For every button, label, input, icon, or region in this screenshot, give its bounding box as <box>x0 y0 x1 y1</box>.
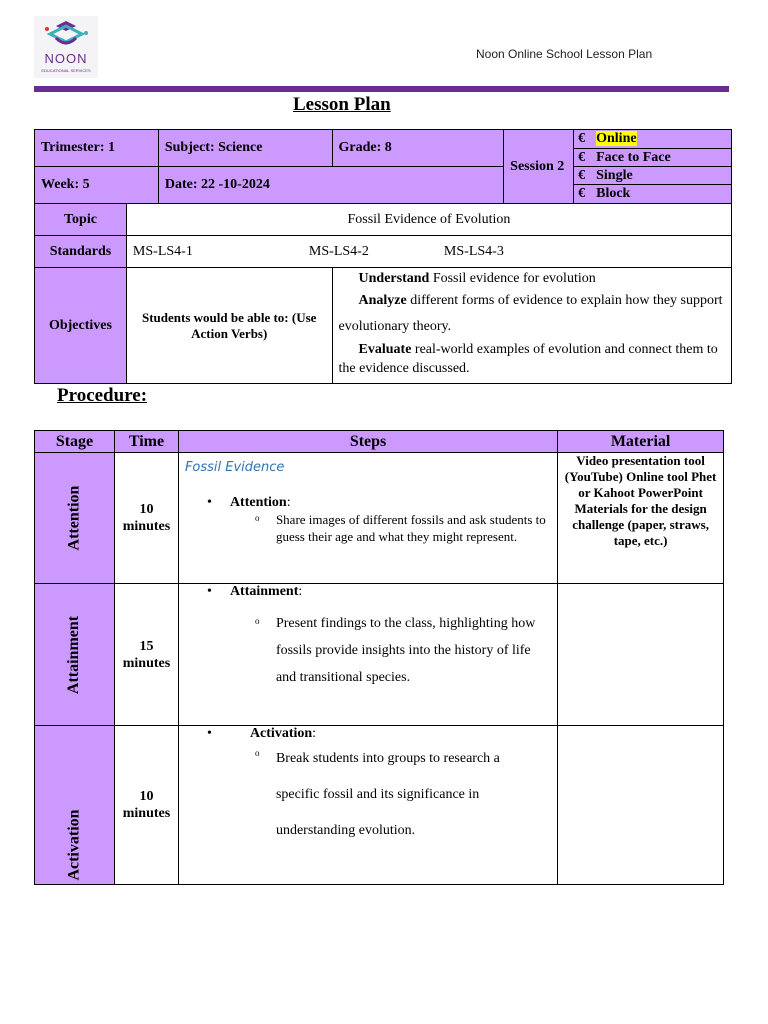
header-divider <box>34 86 729 92</box>
option-block: € Block <box>574 185 732 204</box>
objectives-label: Objectives <box>35 268 127 384</box>
option-single: € Single <box>574 167 732 185</box>
stage-cell: Attention <box>35 453 115 584</box>
standard-item: MS-LS4-2 <box>308 243 369 259</box>
bullet-item: Activation: <box>249 726 317 741</box>
option-online: € Online <box>574 130 732 149</box>
stage-cell: Attainment <box>35 584 115 726</box>
steps-cell <box>178 726 557 885</box>
procedure-row <box>35 453 724 584</box>
sub-bullet-text: Break students into groups to research a specific fossil and its significance in understanding evolution. <box>275 751 500 838</box>
time-cell: 10 minutes <box>114 726 178 885</box>
euro-icon: € <box>578 149 586 165</box>
grade-cell: Grade: 8 <box>332 130 504 167</box>
header-time: Time <box>114 431 178 453</box>
bullet-dot-icon: • <box>206 584 212 599</box>
sub-bullet-text: Share images of different fossils and ask students to guess their age and what they might represent. <box>275 512 546 544</box>
euro-icon: € <box>578 131 586 146</box>
standards-label: Standards <box>35 236 127 268</box>
bullet-item: Attention: <box>229 495 291 510</box>
topic-value: Fossil Evidence of Evolution <box>126 204 731 236</box>
bullet-item: Attainment: <box>229 584 303 599</box>
sub-bullet-icon: o <box>254 748 260 758</box>
steps-cell <box>178 453 557 584</box>
euro-icon: € <box>578 167 586 183</box>
steps-cell <box>178 584 557 726</box>
procedure-row <box>35 726 724 885</box>
time-cell: 10 minutes <box>114 453 178 584</box>
procedure-row <box>35 584 724 726</box>
sub-bullet-icon: o <box>254 513 260 523</box>
sub-bullet-text: Present findings to the class, highlighting how fossils provide insights into the history of life and transitional species. <box>275 616 536 685</box>
material-cell: Video presentation tool (YouTube) Online tool Phet or Kahoot PowerPoint Materials for the design challenge (paper, straws, tape, etc.) <box>558 453 724 584</box>
lesson-info-table <box>34 129 732 384</box>
option-face-to-face: € Face to Face <box>574 149 732 167</box>
section-subtitle: Fossil Evidence <box>184 460 285 475</box>
topic-label: Topic <box>35 204 127 236</box>
subject-cell: Subject: Science <box>158 130 332 167</box>
bullet-dot-icon: • <box>206 726 212 741</box>
time-cell: 15 minutes <box>114 584 178 726</box>
header-material: Material <box>558 431 724 453</box>
stage-cell: Activation <box>35 726 115 885</box>
bullet-dot-icon: • <box>206 495 212 510</box>
material-cell <box>558 584 724 726</box>
objective-item: Evaluate real-world examples of evolution and connect them to the evidence discussed. <box>338 342 718 376</box>
standard-item: MS-LS4-1 <box>132 243 193 259</box>
header-steps: Steps <box>178 431 557 453</box>
objectives-list <box>332 268 731 384</box>
document-title: Lesson Plan <box>293 94 391 115</box>
standard-item: MS-LS4-3 <box>443 243 504 259</box>
standards-values <box>126 236 731 268</box>
material-cell <box>558 726 724 885</box>
header-title: Noon Online School Lesson Plan <box>476 47 653 61</box>
svg-text:EDUCATIONAL SERVICES: EDUCATIONAL SERVICES <box>41 68 91 73</box>
procedure-table <box>34 430 724 885</box>
euro-icon: € <box>578 186 586 201</box>
objective-item: Analyze different forms of evidence to explain how they support evolutionary theory. <box>338 293 723 334</box>
svg-text:NOON: NOON <box>44 51 88 66</box>
objective-item: Understand Fossil evidence for evolution <box>358 271 596 286</box>
header-stage: Stage <box>35 431 115 453</box>
procedure-heading: Procedure: <box>57 385 148 406</box>
objectives-prompt: Students would be able to: (Use Action Verbs) <box>126 268 332 384</box>
week-cell: Week: 5 <box>35 167 159 204</box>
session-cell: Session 2 <box>504 130 574 204</box>
noon-logo <box>34 16 98 78</box>
trimester-cell: Trimester: 1 <box>35 130 159 167</box>
date-cell: Date: 22 -10-2024 <box>158 167 503 204</box>
sub-bullet-icon: o <box>254 616 260 626</box>
